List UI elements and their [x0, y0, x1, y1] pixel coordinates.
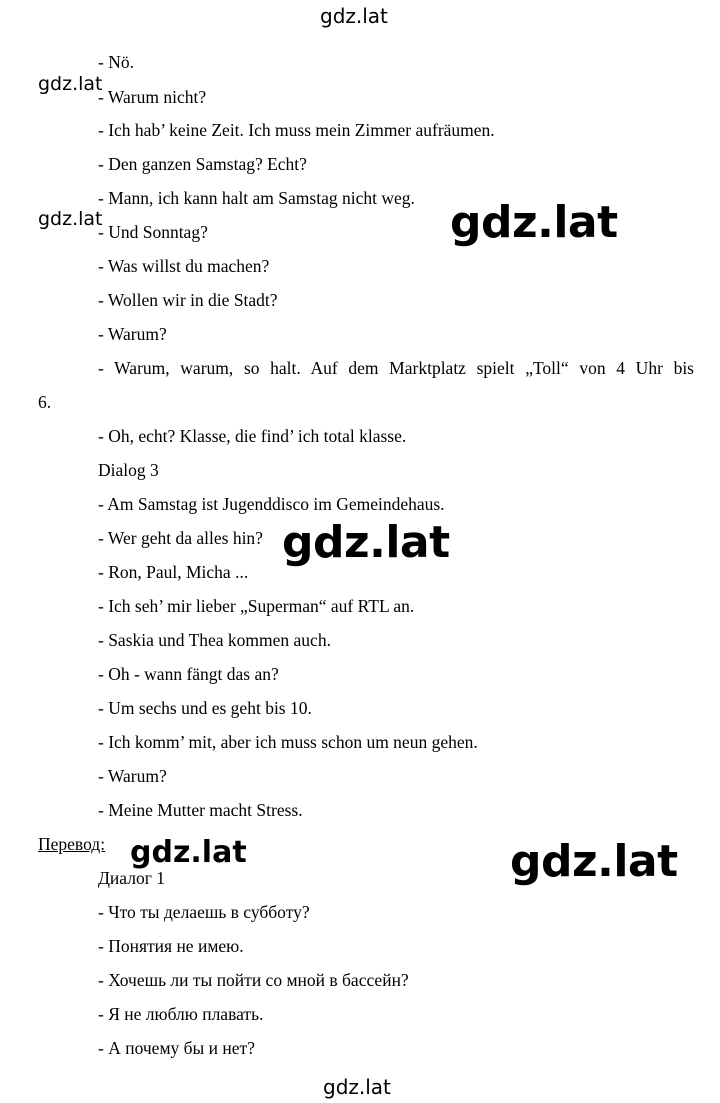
- dialog-line: - Ron, Paul, Micha ...: [98, 562, 249, 582]
- dialog-line: - Um sechs und es geht bis 10.: [98, 698, 312, 718]
- translation-line: - Понятия не имею.: [98, 936, 244, 956]
- watermark-medium: gdz.lat: [130, 835, 247, 870]
- dialog-line: - Warum?: [98, 324, 167, 344]
- watermark: gdz.lat: [38, 208, 103, 230]
- dialog-line: - Warum, warum, so halt. Auf dem Marktplatz spielt „Toll“ von 4 Uhr bis: [98, 358, 694, 378]
- dialog-line: - Den ganzen Samstag? Echt?: [98, 154, 307, 174]
- translation-line: - Хочешь ли ты пойти со мной в бассейн?: [98, 970, 409, 990]
- watermark-large: gdz.lat: [510, 836, 678, 887]
- dialog-line: - Warum nicht?: [98, 87, 207, 107]
- dialog-line: - Mann, ich kann halt am Samstag nicht weg.: [98, 188, 415, 208]
- dialog-line-continuation: 6.: [38, 392, 52, 412]
- dialog-line: - Meine Mutter macht Stress.: [98, 800, 303, 820]
- dialog-line: - Oh, echt? Klasse, die find’ ich total klasse.: [98, 426, 407, 446]
- watermark-footer: gdz.lat: [323, 1075, 391, 1099]
- dialog-line: - Und Sonntag?: [98, 222, 208, 242]
- dialog-line: - Saskia und Thea kommen auch.: [98, 630, 331, 650]
- watermark: gdz.lat: [38, 73, 103, 95]
- dialog-line: - Oh - wann fängt das an?: [98, 664, 279, 684]
- dialog-heading: Dialog 3: [98, 460, 159, 480]
- dialog-line: - Was willst du machen?: [98, 256, 270, 276]
- translation-label: Перевод:: [38, 834, 106, 854]
- dialog-line: - Wollen wir in die Stadt?: [98, 290, 278, 310]
- dialog-line: - Ich hab’ keine Zeit. Ich muss mein Zimmer aufräumen.: [98, 120, 495, 140]
- dialog-line: - Warum?: [98, 766, 167, 786]
- dialog-line: - Ich komm’ mit, aber ich muss schon um neun gehen.: [98, 732, 478, 752]
- dialog-line: - Ich seh’ mir lieber „Superman“ auf RTL an.: [98, 596, 415, 616]
- translation-line: - А почему бы и нет?: [98, 1038, 255, 1058]
- translation-heading: Диалог 1: [98, 868, 166, 888]
- dialog-line: - Am Samstag ist Jugenddisco im Gemeindehaus.: [98, 494, 445, 514]
- translation-line: - Я не люблю плавать.: [98, 1004, 264, 1024]
- dialog-line: - Nö.: [98, 52, 134, 72]
- watermark-header: gdz.lat: [320, 4, 388, 28]
- watermark-large: gdz.lat: [450, 197, 618, 248]
- translation-line: - Что ты делаешь в субботу?: [98, 902, 310, 922]
- dialog-line: - Wer geht da alles hin?: [98, 528, 263, 548]
- watermark-large: gdz.lat: [282, 517, 450, 568]
